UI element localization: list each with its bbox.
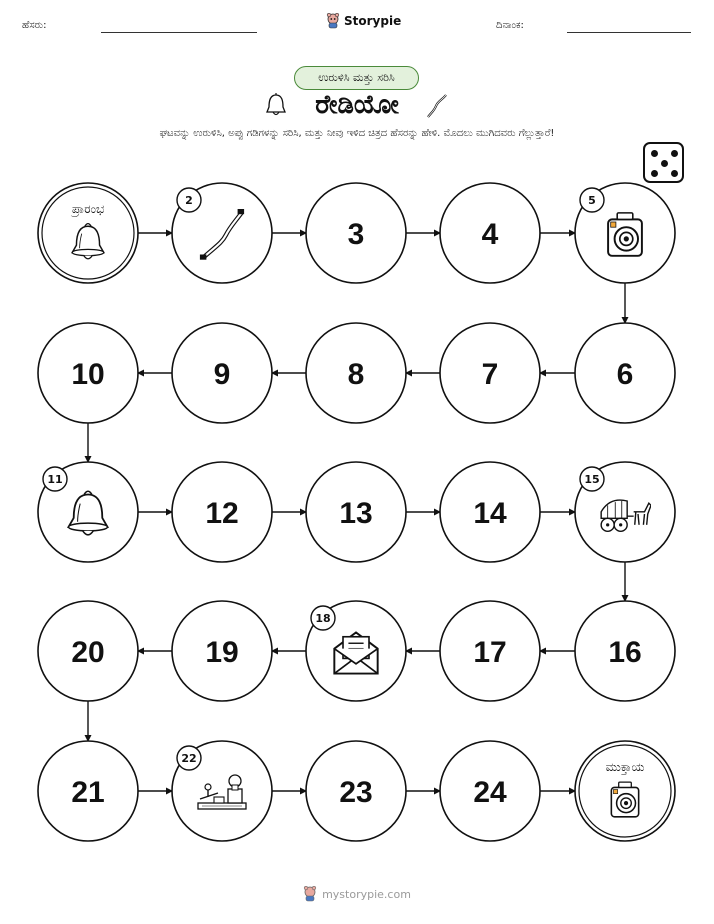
subtitle-text: ಉರುಳಿಸಿ ಮತ್ತು ಸರಿಸಿ [318,71,395,84]
board-square-7 [440,323,540,423]
footer [0,886,714,902]
square-number: 23 [339,776,373,809]
square-number: 22 [181,752,197,765]
square-number: 16 [608,636,642,669]
board-square-24 [440,741,540,841]
board-square-12 [172,462,272,562]
page-title: ರೇಡಿಯೋ [315,90,399,120]
name-label: ಹೆಸರು: [22,20,47,31]
board-square-17 [440,601,540,701]
board-square-13 [306,462,406,562]
square-number: 11 [47,473,63,486]
square-number: 24 [473,776,507,809]
board-square-3 [306,183,406,283]
square-number: 4 [481,218,499,251]
square-number: 10 [71,358,105,391]
board-square-15 [575,462,675,562]
board-square-5 [575,183,675,283]
square-number: 15 [584,473,600,486]
board-square-1 [38,183,138,283]
board-square-6 [575,323,675,423]
board-square-4 [440,183,540,283]
start-label: ಪ್ರಾರಂಭ [71,202,105,216]
square-number: 7 [481,358,499,391]
square-number: 19 [205,636,239,669]
board-square-21 [38,741,138,841]
square-number: 8 [347,358,365,391]
speaker-icon [608,213,642,256]
board-square-23 [306,741,406,841]
board-square-10 [38,323,138,423]
date-label: ದಿನಾಂಕ: [496,20,524,31]
board-square-25 [575,741,675,841]
square-number: 2 [185,194,193,207]
board-square-8 [306,323,406,423]
finish-label: ಮುಕ್ತಾಯ [605,760,645,774]
storypie-mascot-icon [303,886,317,902]
footer-site: mystorypie.com [322,887,411,901]
square-number: 18 [315,612,331,625]
board-square-14 [440,462,540,562]
board-square-9 [172,323,272,423]
board-square-11 [38,462,138,562]
board-square-18 [306,601,406,701]
square-number: 9 [213,358,231,391]
square-number: 6 [616,358,634,391]
board-square-22 [172,741,272,841]
board-square-20 [38,601,138,701]
board-square-16 [575,601,675,701]
square-number: 12 [205,497,239,530]
brand-name: Storypie [344,14,402,28]
square-number: 21 [71,776,105,809]
square-number: 20 [71,636,105,669]
board-square-2 [172,183,272,283]
square-number: 13 [339,497,373,530]
square-number: 3 [347,218,365,251]
board-square-19 [172,601,272,701]
square-number: 5 [588,194,596,207]
square-number: 14 [473,497,507,530]
instructions: ಘಟವನ್ನು ಉರುಳಿಸಿ, ಅಪ್ಪು ಗಡಿಗಳನ್ನು ಸರಿಸಿ, ಮತ್ತು ನೀವು ಇಳಿದ ಚಿತ್ರದ ಹೆಸರನ್ನು ಹೇಳಿ. ಮೊದಲು ಮುಗಿದವರು ಗೆಲ್ಲುತ್ತಾರೆ! [159,128,555,139]
square-number: 17 [473,636,507,669]
speaker-icon [611,782,638,817]
